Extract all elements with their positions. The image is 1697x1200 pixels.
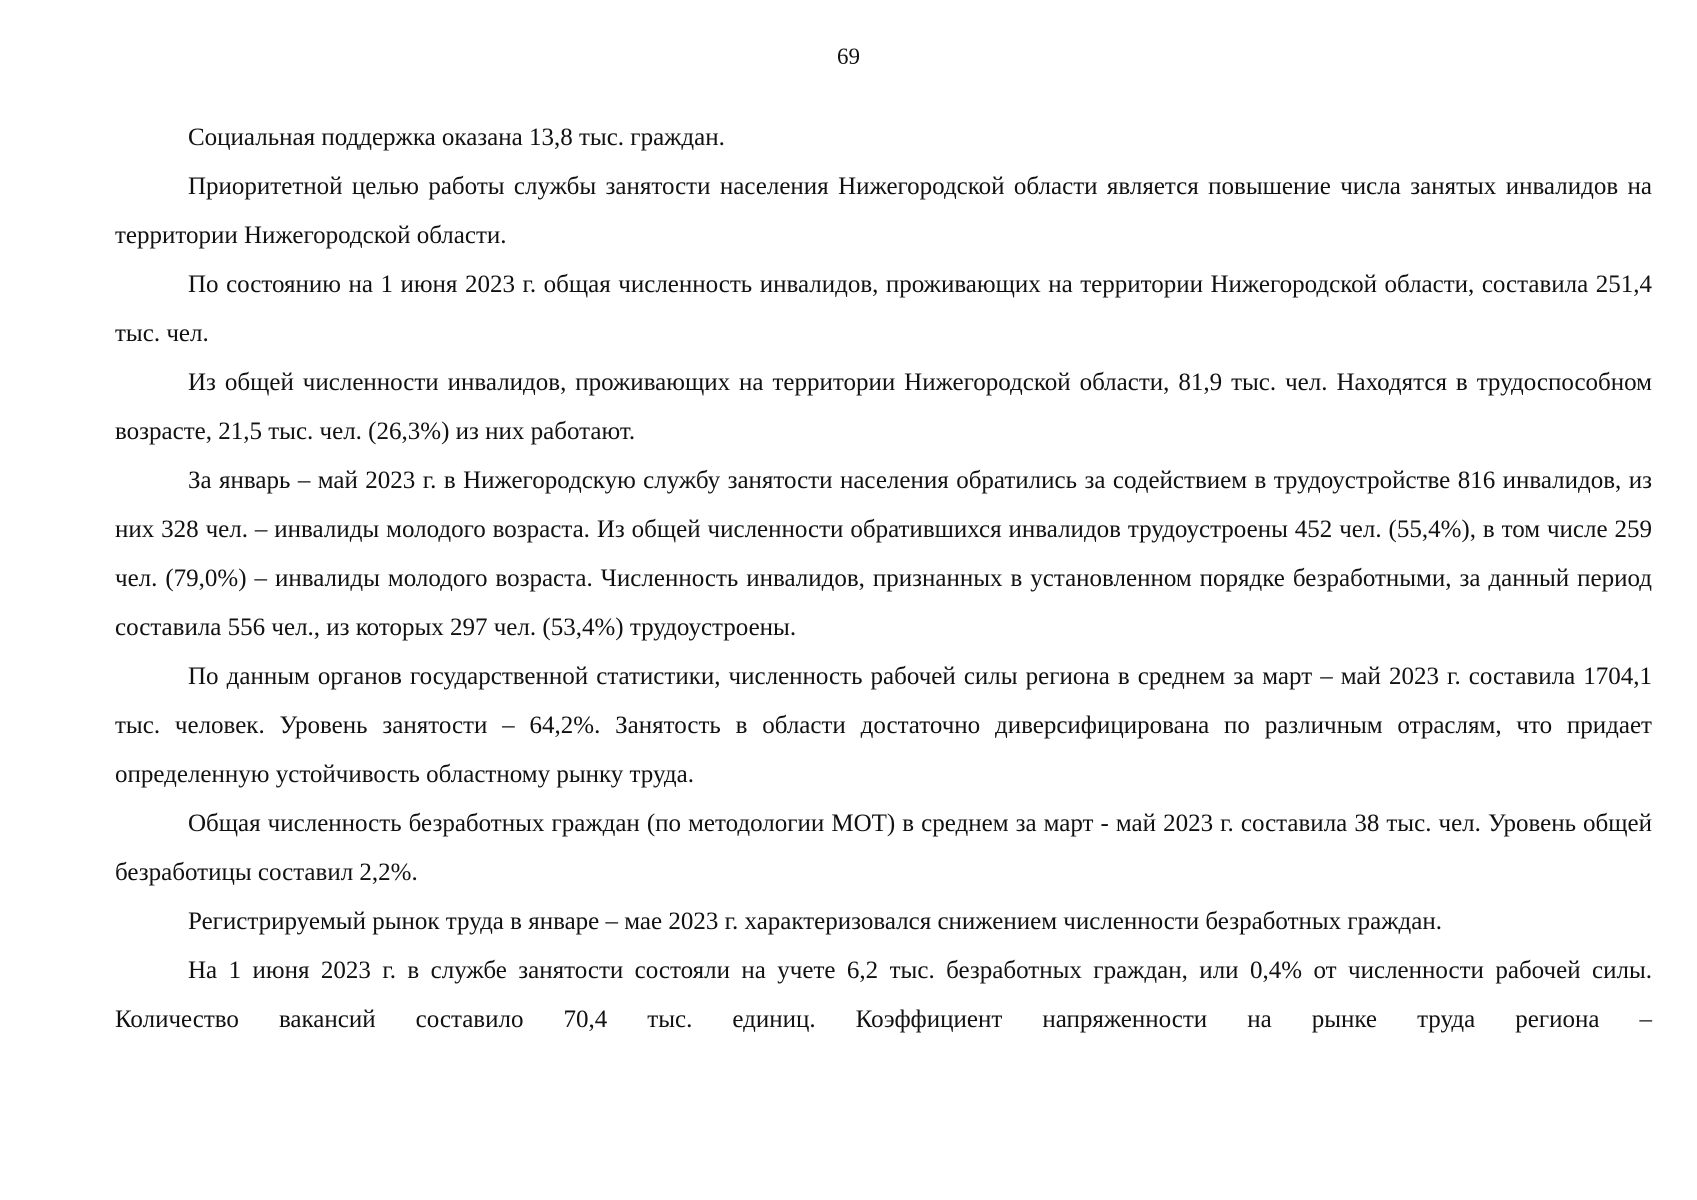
paragraph-registered-unemployed: На 1 июня 2023 г. в службе занятости состояли на учете 6,2 тыс. безработных граждан, или 0,4% от численности рабочей силы. Количество вакансий составило 70,4 тыс. единиц. Коэффициент напряженности на рынке труда региона – — [115, 957, 1652, 1033]
page-number: 69 — [837, 44, 860, 69]
paragraph-priority-goal: Приоритетной целью работы службы занятости населения Нижегородской области является повышение числа занятых инвалидов на территории Нижегородской области. — [115, 173, 1652, 249]
paragraph-social-support: Социальная поддержка оказана 13,8 тыс. граждан. — [188, 124, 725, 151]
paragraph-labor-force: По данным органов государственной статистики, численность рабочей силы региона в среднем за март – май 2023 г. составила 1704,1 тыс. человек. Уровень занятости – 64,2%. Занятость в области достаточно диверсифицирована по различным отраслям, что придает определенную устойчивость областному рынку труда. — [115, 663, 1652, 788]
paragraph-registered-market: Регистрируемый рынок труда в январе – мае 2023 г. характеризовался снижением численности безработных граждан. — [188, 908, 1442, 935]
paragraph-working-age-disabled: Из общей численности инвалидов, проживающих на территории Нижегородской области, 81,9 тыс. чел. Находятся в трудоспособном возрасте, 21,5 тыс. чел. (26,3%) из них работают. — [115, 369, 1652, 445]
paragraph-disabled-population: По состоянию на 1 июня 2023 г. общая численность инвалидов, проживающих на территории Нижегородской области, составила 251,4 тыс. чел. — [115, 271, 1652, 347]
paragraph-unemployment-ilo: Общая численность безработных граждан (по методологии МОТ) в среднем за март - май 2023 г. составила 38 тыс. чел. Уровень общей безработицы составил 2,2%. — [115, 810, 1652, 886]
paragraph-employment-assistance: За январь – май 2023 г. в Нижегородскую службу занятости населения обратились за содействием в трудоустройстве 816 инвалидов, из них 328 чел. – инвалиды молодого возраста. Из общей численности обратившихся инвалидов трудоустроены 452 чел. (55,4%), в том числе 259 чел. (79,0%) – инвалиды молодого возраста. Численность инвалидов, признанных в установленном порядке безработными, за данный период составила 556 чел., из которых 297 чел. (53,4%) трудоустроены. — [115, 467, 1652, 641]
document-body — [115, 113, 1652, 1044]
